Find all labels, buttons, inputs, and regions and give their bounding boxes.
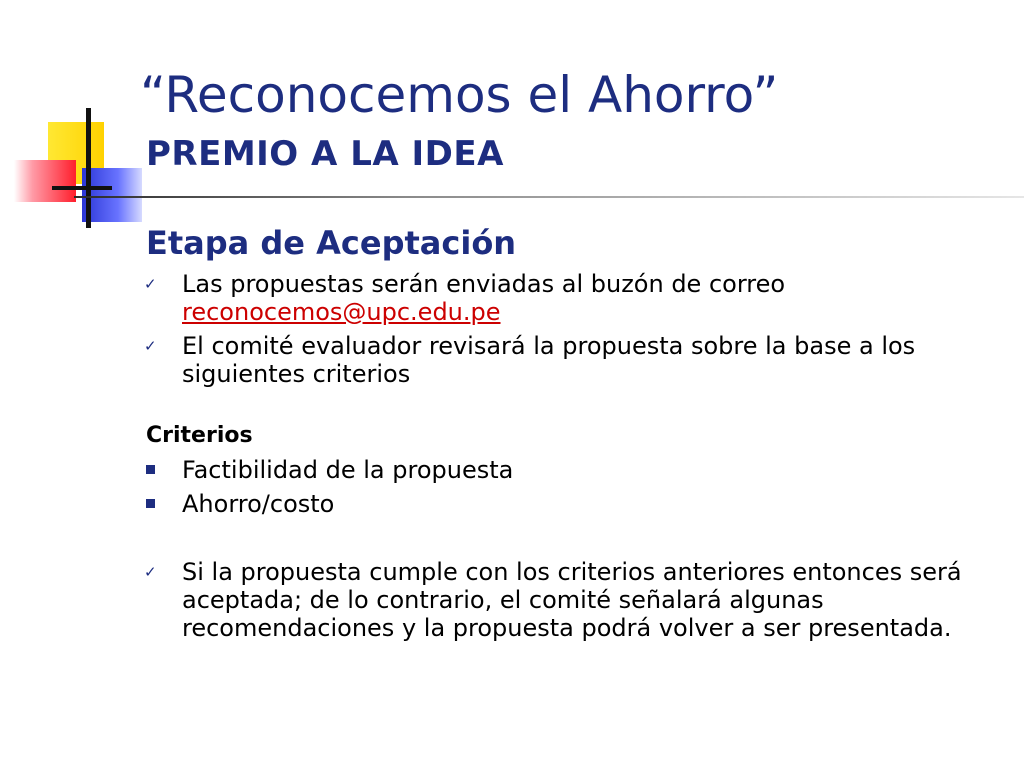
- spacer: [146, 524, 1006, 552]
- vertical-line-decoration: [86, 108, 91, 228]
- slide-subtitle: PREMIO A LA IDEA: [146, 134, 504, 174]
- title-divider-line: [74, 196, 1024, 198]
- slide-content: [146, 222, 1006, 648]
- list-item: [146, 270, 1006, 326]
- checkmark-icon: ✓: [144, 275, 157, 293]
- criteria-item: Ahorro/costo: [182, 490, 335, 518]
- red-square-decoration: [14, 160, 76, 202]
- square-bullet-icon: [146, 465, 155, 474]
- blue-square-decoration: [82, 168, 142, 222]
- list-item: [146, 558, 1006, 642]
- list-item: [146, 490, 1006, 518]
- bullet-text: El comité evaluador revisará la propuesta sobre la base a los siguientes criterios: [182, 332, 916, 388]
- criteria-label: Criterios: [146, 423, 253, 448]
- checkmark-icon: ✓: [144, 563, 157, 581]
- square-bullet-icon: [146, 499, 155, 508]
- checkmark-icon: ✓: [144, 337, 157, 355]
- section-heading: Etapa de Aceptación: [146, 224, 517, 262]
- bullet-text: Si la propuesta cumple con los criterios anteriores entonces será aceptada; de lo contrario, el comité señalará algunas recomendaciones y la propuesta podrá volver a ser presentada.: [182, 558, 962, 642]
- list-item: [146, 332, 1006, 388]
- bullet-text: Las propuestas serán enviadas al buzón de correo: [182, 270, 786, 298]
- decorative-logo-blocks: [0, 0, 150, 240]
- horizontal-line-decoration: [52, 186, 112, 190]
- email-link[interactable]: reconocemos@upc.edu.pe: [182, 298, 501, 326]
- slide-title: “Reconocemos el Ahorro”: [140, 66, 779, 124]
- list-item: [146, 456, 1006, 484]
- criteria-item: Factibilidad de la propuesta: [182, 456, 514, 484]
